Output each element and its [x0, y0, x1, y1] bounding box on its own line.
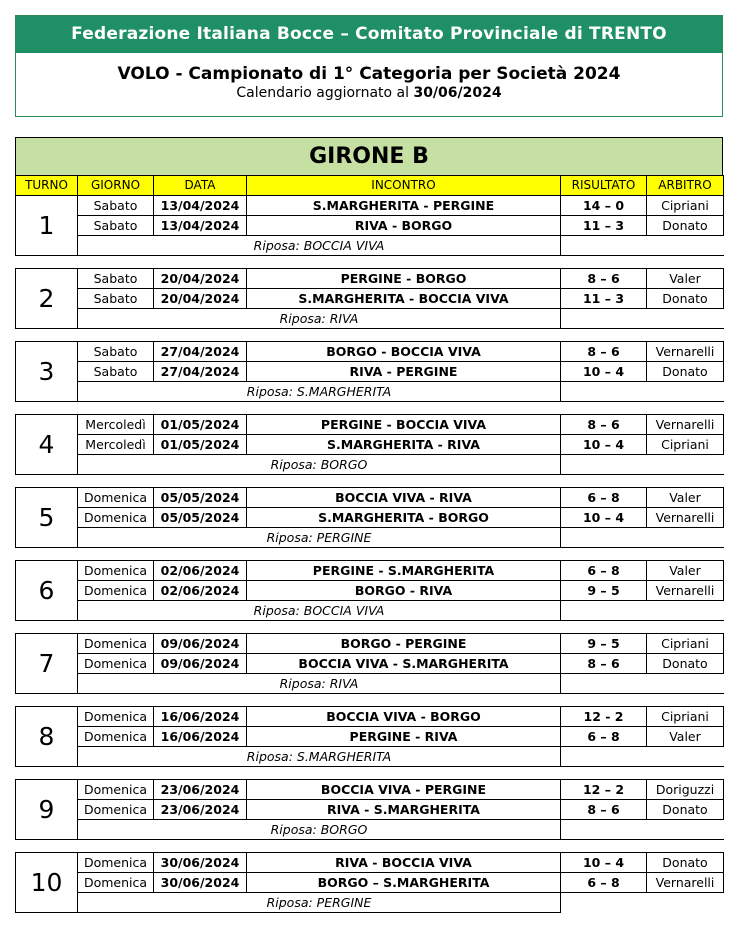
match-row	[16, 435, 724, 455]
empty-cell	[561, 382, 724, 402]
spacer-cell	[16, 767, 724, 780]
match-row	[16, 216, 724, 236]
data-cell: 01/05/2024	[154, 415, 247, 435]
risultato-cell: 10 – 4	[561, 362, 647, 382]
column-header: RISULTATO	[561, 176, 647, 196]
riposa-row	[16, 528, 724, 548]
round-spacer	[16, 256, 724, 269]
data-cell: 05/05/2024	[154, 488, 247, 508]
giorno-cell: Domenica	[78, 800, 154, 820]
turno-number: 2	[16, 269, 78, 329]
data-cell: 13/04/2024	[154, 216, 247, 236]
empty-cell	[561, 820, 724, 840]
arbitro-cell: Donato	[647, 800, 724, 820]
incontro-cell: BORGO - RIVA	[247, 581, 561, 601]
data-cell: 30/06/2024	[154, 873, 247, 893]
arbitro-cell: Donato	[647, 654, 724, 674]
giorno-cell: Domenica	[78, 853, 154, 873]
risultato-cell: 9 – 5	[561, 581, 647, 601]
turno-number: 10	[16, 853, 78, 913]
riposa-cell: Riposa: S.MARGHERITA	[78, 747, 561, 767]
incontro-cell: S.MARGHERITA - BOCCIA VIVA	[247, 289, 561, 309]
riposa-row	[16, 382, 724, 402]
arbitro-cell: Valer	[647, 561, 724, 581]
match-row	[16, 780, 724, 800]
empty-cell	[561, 601, 724, 621]
spacer-cell	[16, 621, 724, 634]
schedule-table	[15, 175, 724, 913]
page-title: VOLO - Campionato di 1° Categoria per Società 2024	[117, 64, 621, 84]
giorno-cell: Sabato	[78, 196, 154, 216]
risultato-cell: 10 – 4	[561, 508, 647, 528]
round-spacer	[16, 840, 724, 853]
riposa-cell: Riposa: BORGO	[78, 455, 561, 475]
giorno-cell: Mercoledì	[78, 415, 154, 435]
data-cell: 13/04/2024	[154, 196, 247, 216]
spacer-cell	[16, 329, 724, 342]
giorno-cell: Domenica	[78, 488, 154, 508]
riposa-row	[16, 236, 724, 256]
spacer-cell	[16, 402, 724, 415]
data-cell: 20/04/2024	[154, 269, 247, 289]
calendar-updated	[16, 85, 722, 101]
turno-number: 8	[16, 707, 78, 767]
giorno-cell: Domenica	[78, 707, 154, 727]
arbitro-cell: Valer	[647, 269, 724, 289]
giorno-cell: Domenica	[78, 654, 154, 674]
risultato-cell: 8 – 6	[561, 342, 647, 362]
turno-number: 5	[16, 488, 78, 548]
empty-cell	[561, 674, 724, 694]
arbitro-cell: Donato	[647, 216, 724, 236]
data-cell: 09/06/2024	[154, 654, 247, 674]
risultato-cell: 6 – 8	[561, 488, 647, 508]
risultato-cell: 8 – 6	[561, 800, 647, 820]
arbitro-cell: Doriguzzi	[647, 780, 724, 800]
incontro-cell: BOCCIA VIVA - RIVA	[247, 488, 561, 508]
incontro-cell: S.MARGHERITA - BORGO	[247, 508, 561, 528]
riposa-row	[16, 893, 724, 913]
riposa-row	[16, 455, 724, 475]
data-cell: 23/06/2024	[154, 800, 247, 820]
round-spacer	[16, 475, 724, 488]
round-spacer	[16, 548, 724, 561]
giorno-cell: Domenica	[78, 873, 154, 893]
riposa-row	[16, 820, 724, 840]
incontro-cell: PERGINE - S.MARGHERITA	[247, 561, 561, 581]
spacer-cell	[16, 548, 724, 561]
arbitro-cell: Vernarelli	[647, 508, 724, 528]
empty-cell	[561, 455, 724, 475]
column-header: TURNO	[16, 176, 78, 196]
spacer-cell	[16, 840, 724, 853]
incontro-cell: RIVA - BORGO	[247, 216, 561, 236]
incontro-cell: S.MARGHERITA - PERGINE	[247, 196, 561, 216]
risultato-cell: 14 – 0	[561, 196, 647, 216]
round-spacer	[16, 621, 724, 634]
data-cell: 02/06/2024	[154, 561, 247, 581]
arbitro-cell: Donato	[647, 289, 724, 309]
empty-cell	[561, 893, 724, 913]
data-cell: 20/04/2024	[154, 289, 247, 309]
data-cell: 16/06/2024	[154, 727, 247, 747]
schedule-table-wrapper	[15, 137, 723, 913]
giorno-cell: Sabato	[78, 269, 154, 289]
incontro-cell: BOCCIA VIVA - BORGO	[247, 707, 561, 727]
round-spacer	[16, 767, 724, 780]
column-header: GIORNO	[78, 176, 154, 196]
incontro-cell: BORGO – S.MARGHERITA	[247, 873, 561, 893]
data-cell: 01/05/2024	[154, 435, 247, 455]
incontro-cell: RIVA - PERGINE	[247, 362, 561, 382]
turno-number: 4	[16, 415, 78, 475]
match-row	[16, 289, 724, 309]
calendar-date: 30/06/2024	[413, 85, 502, 101]
turno-number: 6	[16, 561, 78, 621]
riposa-cell: Riposa: BOCCIA VIVA	[78, 601, 561, 621]
riposa-row	[16, 309, 724, 329]
round-spacer	[16, 402, 724, 415]
giorno-cell: Sabato	[78, 289, 154, 309]
giorno-cell: Domenica	[78, 727, 154, 747]
table-header-row	[16, 176, 724, 196]
spacer-cell	[16, 256, 724, 269]
riposa-row	[16, 601, 724, 621]
arbitro-cell: Donato	[647, 362, 724, 382]
giorno-cell: Domenica	[78, 581, 154, 601]
riposa-cell: Riposa: PERGINE	[78, 893, 561, 913]
giorno-cell: Sabato	[78, 342, 154, 362]
calendar-label: Calendario aggiornato al	[236, 85, 409, 101]
federation-banner: Federazione Italiana Bocce – Comitato Provinciale di TRENTO	[16, 16, 722, 53]
match-row	[16, 654, 724, 674]
giorno-cell: Sabato	[78, 362, 154, 382]
riposa-cell: Riposa: BORGO	[78, 820, 561, 840]
arbitro-cell: Vernarelli	[647, 342, 724, 362]
match-row	[16, 581, 724, 601]
match-row	[16, 853, 724, 873]
arbitro-cell: Cipriani	[647, 634, 724, 654]
column-header: INCONTRO	[247, 176, 561, 196]
empty-cell	[561, 528, 724, 548]
giorno-cell: Domenica	[78, 561, 154, 581]
riposa-row	[16, 747, 724, 767]
risultato-cell: 6 – 8	[561, 727, 647, 747]
empty-cell	[561, 236, 724, 256]
riposa-cell: Riposa: PERGINE	[78, 528, 561, 548]
risultato-cell: 8 – 6	[561, 415, 647, 435]
arbitro-cell: Vernarelli	[647, 415, 724, 435]
data-cell: 23/06/2024	[154, 780, 247, 800]
match-row	[16, 634, 724, 654]
spacer-cell	[16, 475, 724, 488]
turno-number: 3	[16, 342, 78, 402]
match-row	[16, 561, 724, 581]
risultato-cell: 9 – 5	[561, 634, 647, 654]
risultato-cell: 12 – 2	[561, 780, 647, 800]
giorno-cell: Domenica	[78, 634, 154, 654]
riposa-cell: Riposa: RIVA	[78, 674, 561, 694]
giorno-cell: Domenica	[78, 780, 154, 800]
turno-number: 1	[16, 196, 78, 256]
risultato-cell: 6 – 8	[561, 873, 647, 893]
arbitro-cell: Cipriani	[647, 707, 724, 727]
arbitro-cell: Vernarelli	[647, 873, 724, 893]
riposa-row	[16, 674, 724, 694]
risultato-cell: 11 – 3	[561, 216, 647, 236]
risultato-cell: 8 – 6	[561, 654, 647, 674]
incontro-cell: BORGO - BOCCIA VIVA	[247, 342, 561, 362]
giorno-cell: Sabato	[78, 216, 154, 236]
empty-cell	[561, 747, 724, 767]
data-cell: 16/06/2024	[154, 707, 247, 727]
giorno-cell: Mercoledì	[78, 435, 154, 455]
match-row	[16, 873, 724, 893]
column-header: DATA	[154, 176, 247, 196]
round-spacer	[16, 694, 724, 707]
turno-number: 7	[16, 634, 78, 694]
data-cell: 05/05/2024	[154, 508, 247, 528]
data-cell: 09/06/2024	[154, 634, 247, 654]
turno-number: 9	[16, 780, 78, 840]
incontro-cell: BOCCIA VIVA - S.MARGHERITA	[247, 654, 561, 674]
arbitro-cell: Cipriani	[647, 196, 724, 216]
match-row	[16, 800, 724, 820]
arbitro-cell: Valer	[647, 727, 724, 747]
match-row	[16, 362, 724, 382]
incontro-cell: PERGINE - BORGO	[247, 269, 561, 289]
arbitro-cell: Valer	[647, 488, 724, 508]
incontro-cell: S.MARGHERITA - RIVA	[247, 435, 561, 455]
risultato-cell: 11 – 3	[561, 289, 647, 309]
match-row	[16, 415, 724, 435]
incontro-cell: RIVA - S.MARGHERITA	[247, 800, 561, 820]
riposa-cell: Riposa: BOCCIA VIVA	[78, 236, 561, 256]
incontro-cell: BORGO - PERGINE	[247, 634, 561, 654]
giorno-cell: Domenica	[78, 508, 154, 528]
data-cell: 30/06/2024	[154, 853, 247, 873]
arbitro-cell: Donato	[647, 853, 724, 873]
risultato-cell: 6 – 8	[561, 561, 647, 581]
data-cell: 02/06/2024	[154, 581, 247, 601]
round-spacer	[16, 329, 724, 342]
match-row	[16, 727, 724, 747]
incontro-cell: PERGINE - BOCCIA VIVA	[247, 415, 561, 435]
girone-title: GIRONE B	[15, 137, 723, 175]
column-header: ARBITRO	[647, 176, 724, 196]
riposa-cell: Riposa: RIVA	[78, 309, 561, 329]
match-row	[16, 269, 724, 289]
risultato-cell: 8 – 6	[561, 269, 647, 289]
match-row	[16, 707, 724, 727]
match-row	[16, 342, 724, 362]
match-row	[16, 196, 724, 216]
risultato-cell: 10 – 4	[561, 853, 647, 873]
match-row	[16, 488, 724, 508]
arbitro-cell: Cipriani	[647, 435, 724, 455]
empty-cell	[561, 309, 724, 329]
document-header	[15, 15, 723, 117]
data-cell: 27/04/2024	[154, 362, 247, 382]
data-cell: 27/04/2024	[154, 342, 247, 362]
match-row	[16, 508, 724, 528]
incontro-cell: RIVA - BOCCIA VIVA	[247, 853, 561, 873]
risultato-cell: 10 – 4	[561, 435, 647, 455]
arbitro-cell: Vernarelli	[647, 581, 724, 601]
incontro-cell: PERGINE - RIVA	[247, 727, 561, 747]
incontro-cell: BOCCIA VIVA - PERGINE	[247, 780, 561, 800]
spacer-cell	[16, 694, 724, 707]
riposa-cell: Riposa: S.MARGHERITA	[78, 382, 561, 402]
risultato-cell: 12 - 2	[561, 707, 647, 727]
